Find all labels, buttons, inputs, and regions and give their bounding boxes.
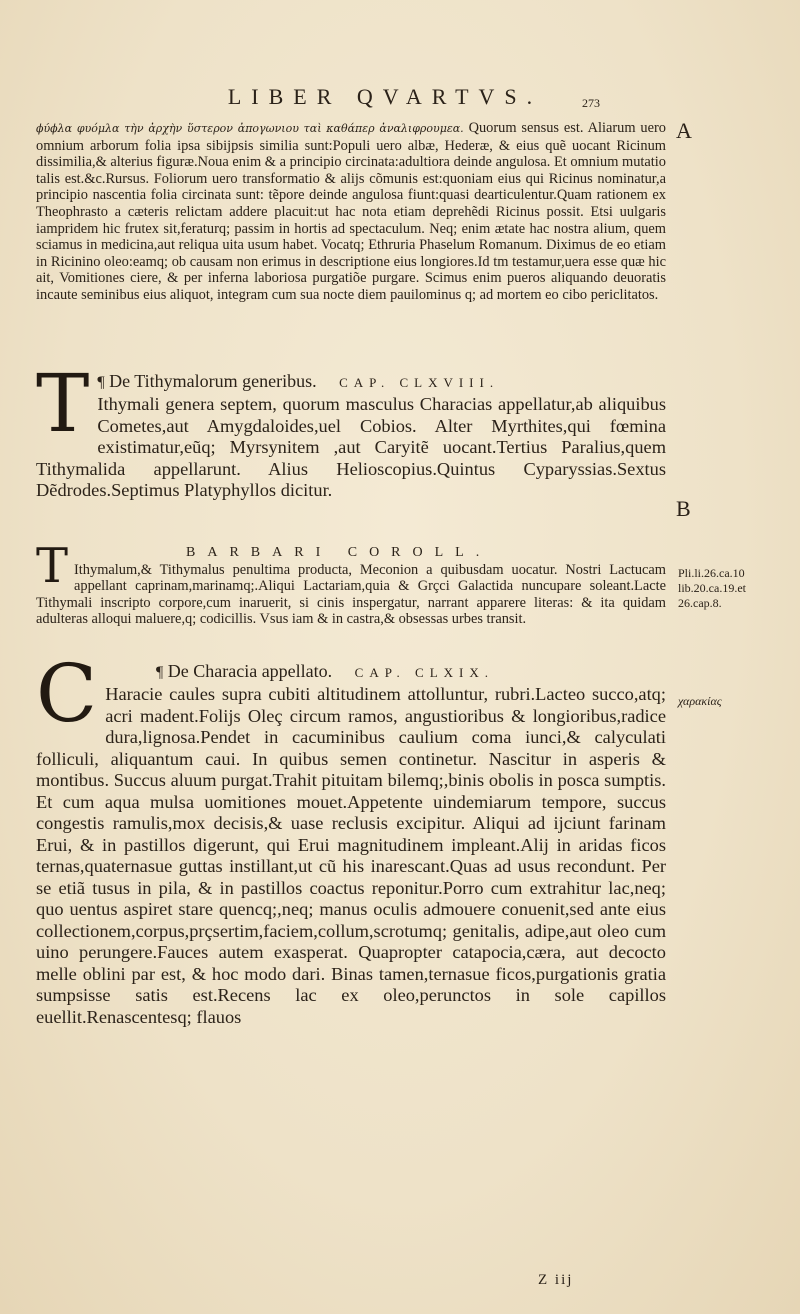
dropcap-t: T [36, 357, 90, 450]
chapter-text: Ithymali genera septem, quorum masculus Characias appellatur,ab aliquibus Cometes,aut Amygdaloides,uel Cobios. Alter Myrthites,qui fœmina existimatur,eũq; Myrsynitem ,aut Caryitẽ uocant.Tertius Paralius,quem Tithymalida appellarunt. Alius Helioscopius.Quintus Cyparyssias.Sextus Dẽdrodes.Septimus Platyphyllos dicitur. [36, 394, 666, 500]
barbari-title: BARBARI COROLL. [186, 545, 492, 560]
chapter-text: Haracie caules supra cubiti altitudinem attolluntur, rubri.Lacteo succo,atq; acri madent.Folijs Oleç circum ramos, angustioribus & longioribus,radice dura,lignosa.Pendet in cacuminibus caulium coma iunci,& calyculati folliculi, aliquantum caui. In quibus semen continetur. Nascitur in asperis & montibus. Succus aluum purgat.Trahit pituitam bilemq;,binis obolis in posca sumptis. Et cum aqua mulsa uomitiones mouet.Appetente uindemiarum tempore, succus congestis ramulis,mox decisis,& uase reclusis excipitur. Aliqui ad ijciunt farinam Erui, & in pastillos digerunt, qui Erui magnitudinem impleant.Alij in aridas ficos ternas,quaternasue guttas instillant,ut cũ his inarescant.Quas ad usus recondunt. Per se etiã tusus in pila, & in pastillos coactus reponitur.Porro cum extrahitur lac,neq; quo uentus aspiret stare quencq;,neq; manus oculis admouere conuenit,sed ante eius collectionem,corpus,prçsertim,faciem,collum,scrotumq; genitalis, adipe,aut oleo cum uino perungere.Fauces autem exasperat. Quapropter catapocia,cæra, aut decocto melle oblini par est, & hoc modo dari. Binas tamen,ternasue ficos,purgationis gratia sumpsisse satis est.Recens lac ex oleo,perunctos in sole capillos euellit.Renascentesq; flauos [36, 684, 666, 1027]
folio-number: 273 [582, 96, 600, 110]
pilcrow-icon: ¶ [97, 374, 105, 391]
barbari-text: Ithymalum,& Tithymalus penultima producta, Meconion a quibusdam uocatur. Nostri Lactucam appellant caprinam,marinamq;.Aliqui Lactariam,quia & Grçci Galactida nuncupare soleant.Lacte Tithymali inscripto corpore,cum inaruerit, si cinis inspergatur, narrant apparere literas: & ita quidam adulteras alloqui maluere,q; codicillis. Vsus iam & in castra,& obsessas urbes transit. [36, 561, 666, 628]
greek-quote: ϕύϕλα φυόμλα τὴν ἀρχὴν ὕστερον ἀπογωνιου ταὶ καθάπερ ἀναλιφρουμεα. [36, 122, 464, 135]
chapter-169 [36, 647, 666, 1028]
chapter-number: CAP. CLXVIII. [339, 375, 500, 390]
margin-note-greek: χαρακίας [678, 694, 722, 708]
chapter-number: CAP. CLXIX. [354, 665, 494, 680]
running-head: LIBER QVARTVS. [227, 84, 543, 109]
margin-letter-b: B [676, 496, 691, 521]
margin-letter-a: A [676, 118, 692, 143]
signature-mark: Z iij [538, 1272, 574, 1288]
barbari-corollarium [36, 538, 666, 628]
paragraph-theophrastus [36, 120, 666, 304]
chapter-title: De Tithymalorum generibus. [109, 371, 317, 391]
chapter-heading [156, 660, 666, 684]
chapter-title: De Characia appellato. [167, 661, 333, 681]
paragraph-text: Quorum sensus est. Aliarum uero omnium arborum folia ipsa sibijpsis similia sunt:Populi uero albæ, Hederæ, & eius quẽ uocant Ricinum dissimilia,& alterius figuræ.Noua enim & a principio circinata:adultiora deinde angulosa. Et omnium mutatio talis est.&c.Rursus. Foliorum uero transformatio & alijs cõmunis est:quoniam eius qui Ricinus nominatur,a principio nascentia folia circinata sunt: tẽpore deinde angulosa fiunt:quasi dearticulentur.Quam rationem ex Theophrasto a cæteris relictam addere placuit:ut hac nota etiam deprehẽdi Ricinus possit. Etsi uulgaris iampridem hic frutex sit,feraturq; passim in hortis ad spectaculum. Neq; enim ætate hac nostra alium, quem sciamus in medicina,aut reliqua uita usum habet. Vocatq; Ethruria Phaselum Romanum. Diximus de eo etiam in Ricinino oleo:eamq; ob causam non erimus in descriptione eius longiores.Id tm testamur,uera esse quæ hic ait, Vomitiones ciere, & per inferna laboriosa purgatiõe purgare. Scimus enim pueros aliquando deuoratis incaute seminibus eius aliquot, integram cum sua nocte diem pauilominus q; ad mortem eo cibo periclitatos. [36, 120, 667, 303]
dropcap-t-small: T [36, 538, 69, 594]
dropcap-c: C [36, 647, 98, 740]
chapter-168 [36, 357, 666, 502]
margin-note-pliny: Pli.li.26.ca.10 lib.20.ca.19.et 26.cap.8. [678, 566, 746, 610]
pilcrow-icon: ¶ [156, 664, 164, 681]
chapter-heading [36, 370, 666, 394]
